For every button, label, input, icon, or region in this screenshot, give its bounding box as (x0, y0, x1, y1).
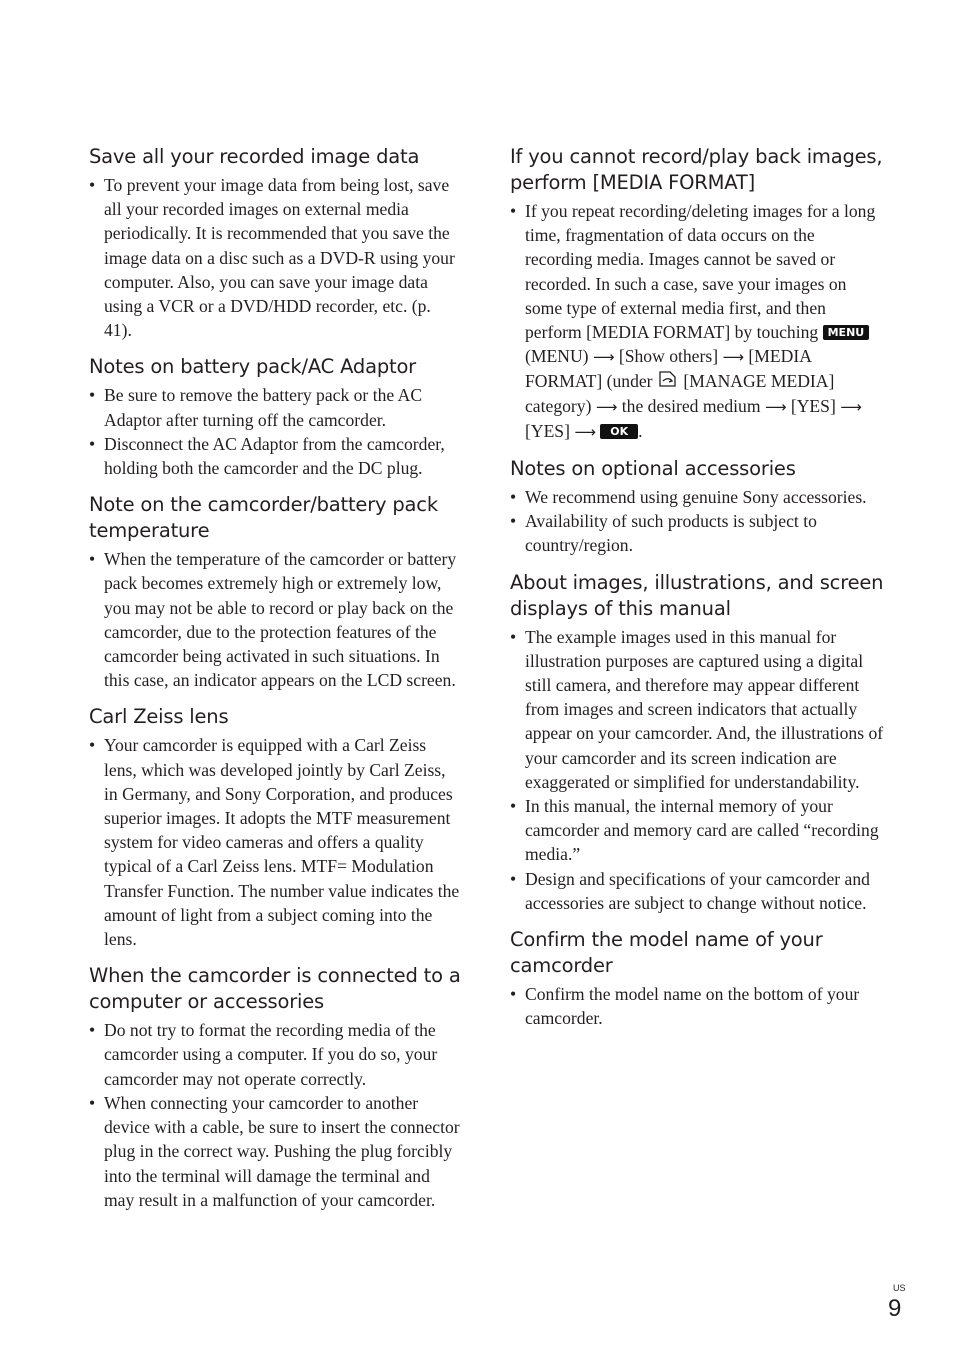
bullet-icon: • (510, 984, 517, 1005)
list-item: • To prevent your image data from being lost, save all your recorded images on external media periodically. It is recommended that you save the image data on a disc such as a DVD-R using your computer. Also, you can save your image data using a VCR or a DVD/HDD recorder, etc. (p. 41). (89, 175, 455, 341)
section-heading: Carl Zeiss lens (89, 705, 229, 729)
list-item: • We recommend using genuine Sony accessories. (510, 485, 884, 509)
section-heading: Confirm the model name of your camcorder (510, 928, 823, 978)
arrow-right-icon: ⟶ (574, 422, 596, 441)
list-item: • If you repeat recording/deleting images for a long time, fragmentation of data occurs on the recording media. Images cannot be saved or recorded. In such a case, save your images on some type of external media first, and then perform [MEDIA FORMAT] by touching MENU (MENU) ⟶ [Show others] ⟶ [MEDIA FORMAT] (under [MANAGE MEDIA] category) ⟶ the desired medium ⟶ [YES] ⟶ [YES] ⟶ OK . (510, 201, 876, 441)
section-heading: If you cannot record/play back images, perform [MEDIA FORMAT] (510, 145, 883, 194)
bullet-icon: • (89, 1092, 96, 1113)
list-item: • Disconnect the AC Adaptor from the camcorder, holding both the camcorder and the DC plug. (89, 433, 445, 479)
bullet-list (510, 199, 884, 444)
bullet-icon: • (510, 511, 517, 532)
arrow-right-icon: ⟶ (592, 348, 615, 367)
bullet-list (89, 1018, 461, 1212)
page-number: 9 (888, 1295, 902, 1322)
bullet-icon: • (89, 175, 96, 195)
list-item: • Be sure to remove the battery pack or the AC Adaptor after turning off the camcorder. (89, 385, 423, 430)
bullet-icon: • (89, 549, 96, 570)
section-model-name (510, 927, 884, 1030)
manage-media-icon (657, 369, 679, 389)
list-item: • Design and specifications of your camcorder and accessories are subject to change without notice. (510, 868, 870, 913)
list-item: • When connecting your camcorder to another device with a cable, be sure to insert the connector plug in the correct way. Pushing the plug forcibly into the terminal will damage the terminal and may result in a malfunction of your camcorder. (89, 1092, 460, 1210)
arrow-right-icon: ⟶ (840, 397, 862, 416)
section-heading: About images, illustrations, and screen displays of this manual (510, 570, 884, 620)
bullet-icon: • (510, 868, 517, 889)
bullet-list (89, 383, 461, 480)
section-heading: Notes on optional accessories (510, 457, 796, 481)
list-item: • Confirm the model name on the bottom of your camcorder. (510, 984, 860, 1029)
list-item: • Availability of such products is subject to country/region. (510, 511, 817, 556)
bullet-list (89, 547, 461, 692)
menu-button-icon: MENU (823, 325, 870, 340)
left-column (89, 144, 461, 1224)
bullet-icon: • (89, 735, 96, 756)
section-heading: Note on the camcorder/battery pack temperature (89, 493, 438, 543)
bullet-icon: • (510, 487, 517, 508)
bullet-icon: • (89, 433, 96, 454)
list-item: • Do not try to format the recording media of the camcorder using a computer. If you do so, your camcorder may not operate correctly. (89, 1020, 438, 1089)
bullet-icon: • (89, 385, 96, 406)
list-item: • When the temperature of the camcorder or battery pack becomes extremely high or extremely low, you may not be able to record or play back on the camcorder, due to the protection features of the camcorder being activated in such situations. In this case, an indicator appears on the LCD screen. (89, 549, 457, 691)
section-accessories (510, 456, 884, 558)
section-connected (89, 963, 461, 1212)
list-item: • The example images used in this manual for illustration purposes are captured using a digital still camera, and therefore may appear different from images and screen indicators that actually appear on your camcorder. And, the illustrations of your camcorder and its screen indication are exaggerated or simplified for understandability. (510, 626, 884, 792)
page-language-code: US (893, 1283, 906, 1293)
section-heading: When the camcorder is connected to a computer or accessories (89, 964, 461, 1014)
section-zeiss (89, 704, 461, 951)
section-heading: Save all your recorded image data (89, 145, 420, 168)
bullet-icon: • (510, 796, 517, 817)
section-save-data (89, 144, 461, 342)
bullet-list (510, 982, 884, 1030)
bullet-icon: • (510, 201, 517, 221)
bullet-list (510, 625, 884, 915)
bullet-icon: • (510, 626, 517, 647)
arrow-right-icon: ⟶ (764, 397, 787, 416)
bullet-icon: • (89, 1020, 96, 1041)
bullet-list (89, 733, 461, 951)
list-item: • In this manual, the internal memory of your camcorder and memory card are called “recording media.” (510, 796, 879, 865)
bullet-list (89, 173, 461, 342)
section-about-manual (510, 570, 884, 915)
arrow-right-icon: ⟶ (722, 348, 744, 367)
right-column (510, 144, 884, 1042)
section-heading: Notes on battery pack/AC Adaptor (89, 355, 416, 379)
ok-button-icon: OK (600, 424, 638, 439)
section-battery (89, 354, 461, 480)
section-temperature (89, 492, 461, 692)
arrow-right-icon: ⟶ (595, 397, 618, 416)
section-media-format (510, 144, 884, 444)
list-item: • Your camcorder is equipped with a Carl Zeiss lens, which was developed jointly by Carl Zeiss, in Germany, and Sony Corporation, and produces superior images. It adopts the MTF measurement system for video cameras and offers a quality typical of a Carl Zeiss lens. MTF= Modulation Transfer Function. The number value indicates the amount of light from a subject coming into the lens. (89, 735, 460, 950)
bullet-list (510, 485, 884, 558)
